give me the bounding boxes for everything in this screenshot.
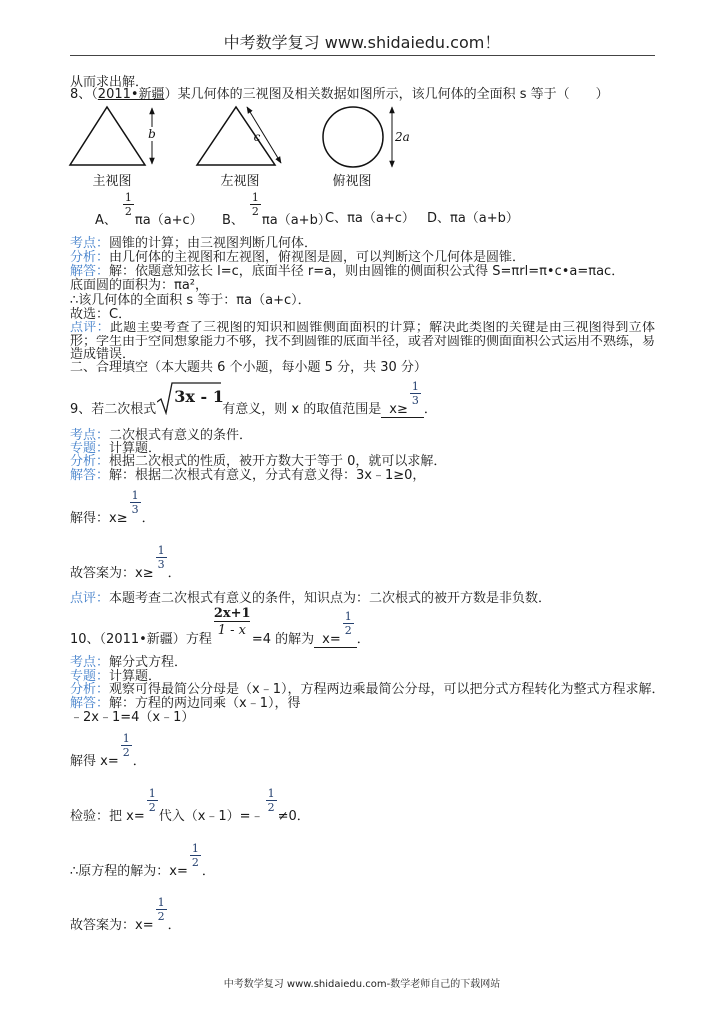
q8-dianping-line-2: 形；学生由于空间想象能力不够，找不到圆锥的底面半径，或者对圆锥的侧面面积公式运用不熟练，易 [70,335,655,349]
q10-fenxi [70,683,664,697]
label-tag: 点评： [70,591,110,606]
solve-fraction [130,489,141,522]
solve-end: ． [132,754,146,769]
final-text: 故答案为：x= [70,918,154,933]
solve-text: 解得：x≥ [70,511,128,526]
label-tag: 考点： [70,655,110,670]
fraction-denominator: 2 [267,801,275,814]
fraction-numerator: 2x+1 [213,606,251,621]
fraction-numerator: 1 [148,787,156,800]
q10-stem [70,606,370,648]
header-rule [70,55,655,56]
q8-jieda-line-3: ∴该几何体的全面积 s 等于：πa（a+c）． [70,293,311,308]
option-text: πa（a+c） [134,213,203,228]
fraction-denominator: 2 [191,856,199,869]
fraction-denominator: 3 [157,558,165,571]
front-view-triangle [70,107,145,165]
left-view-caption: 左视图 [220,174,260,189]
q8-fenxi [70,251,525,265]
fraction-numerator: 1 [122,732,130,745]
fraction-numerator: 1 [157,896,165,909]
q9-number: 9、 [70,402,92,417]
answer-fraction [343,610,354,643]
conclusion-fraction [190,842,201,875]
q8-jieda [70,265,624,279]
q10-jieda [70,697,300,711]
q8-option-b [222,191,331,228]
option-fraction [250,191,261,224]
q8-dianping-line-3: 造成错误． [70,347,136,362]
label-tag: 分析： [70,454,110,469]
option-letter: B、 [222,213,244,228]
dianping-line: 此题主要考查了三视图的知识和圆锥侧面面积的计算；解决此类图的关键是由三视图得到立体 [109,321,655,335]
option-letter: A、 [95,213,117,228]
q9-stem-after: 有意义，则 x 的取值范围是 [222,402,382,417]
q8-jieda-line-2: 底面圆的面积为：πa²， [70,278,209,293]
top-view-caption: 俯视图 [332,174,372,189]
equation-fraction [213,606,251,643]
final-fraction [156,544,167,577]
answer-fraction [410,380,421,413]
q9-end: ． [423,402,437,417]
q8-jieda-line-4: 故选：C． [70,307,132,322]
q10-solve [70,732,146,769]
option-letter: D、 [427,211,451,226]
jieda-text: 解：方程的两边同乘（x﹣1），得 [109,696,301,711]
fraction-numerator: 1 [191,842,199,855]
option-fraction [123,191,134,224]
fraction-denominator: 1 - x [217,623,246,638]
kaodian-text: 二次根式有意义的条件． [109,428,253,443]
fraction-numerator: 1 [344,610,352,623]
fraction-numerator: 1 [124,191,132,204]
jieda-line: 解：依题意知弦长 l=c，底面半径 r=a，则由圆锥的侧面积公式得 S=πrl=π•c•a=πac． [109,264,625,279]
q10-number: 10、 [70,632,100,647]
q9-stem [70,380,437,418]
kaodian-text: 解分式方程． [109,655,188,670]
zhuanti-text: 计算题． [109,669,162,684]
label-tag: 考点： [70,236,110,251]
fraction-denominator: 3 [131,503,139,516]
front-view-caption: 主视图 [92,174,132,189]
check-text-2: 代入（x﹣1）=﹣ [158,809,264,824]
fraction-numerator: 1 [157,544,165,557]
answer-blank [314,610,357,648]
label-tag: 解答： [70,468,110,483]
q8-option-a [95,191,203,228]
answer-blank [381,380,424,418]
page-header: 中考数学复习 www.shidaiedu.com！ [223,33,501,52]
fenxi-text: 观察可得最简公分母是（x﹣1），方程两边乘最简公分母，可以把分式方程转化为整式方程求解． [109,682,665,697]
q8-source-open: （ [91,87,98,102]
kaodian-text: 圆锥的计算；由三视图判断几何体． [109,236,318,251]
dianping-text: 本题考查二次根式有意义的条件，知识点为：二次根式的被开方数是非负数． [109,591,552,606]
option-text: πa（a+b） [450,211,519,226]
label-tag: 考点： [70,428,110,443]
final-fraction [156,896,167,929]
q8-option-d [427,212,519,226]
fraction-denominator: 2 [157,910,165,923]
solve-fraction [121,732,132,765]
zhuanti-text: 计算题． [109,441,162,456]
q10-end: ． [356,632,370,647]
top-view-dimension-label: 2a [395,130,410,144]
q9-jieda [70,469,425,483]
q9-fenxi [70,455,446,469]
option-text: πa（a+b） [261,213,331,228]
q8-source-close: ） [164,87,178,102]
solve-text: 解得 x= [70,754,119,769]
label-tag: 专题： [70,669,110,684]
final-end: ． [167,918,181,933]
section-2-title: 二、合理填空（本大题共 6 个小题，每小题 5 分，共 30 分） [70,360,427,375]
label-tag: 专题： [70,441,110,456]
front-view-dimension-label: b [148,127,156,141]
option-text: πa（a+c） [347,211,415,226]
final-end: ． [167,566,181,581]
fraction-denominator: 2 [148,801,156,814]
solve-end: ． [141,511,155,526]
fraction-numerator: 1 [411,380,419,393]
three-views-figure [60,100,420,192]
label-tag: 分析： [70,682,110,697]
check-fraction-2 [266,787,277,820]
q10-conclusion [70,842,215,879]
jieda-text: 解：根据二次根式有意义，分式有意义得：3x﹣1≥0， [109,468,426,483]
label-tag: 点评： [70,321,110,335]
q10-stem-before: 方程 [185,632,212,647]
left-view-triangle [197,107,275,165]
q8-stem-text: 某几何体的三视图及相关数据如图所示，该几何体的全面积 s 等于（ ） [177,87,609,102]
check-end: ≠0． [277,809,310,824]
fenxi-text: 根据二次根式的性质，被开方数大于等于 0，就可以求解． [109,454,447,469]
final-text: 故答案为：x≥ [70,566,154,581]
q9-final-answer [70,544,181,581]
q10-check [70,787,310,824]
fraction-denominator: 2 [124,205,132,218]
label-tag: 分析： [70,250,110,265]
left-view-slant-arrow [247,107,281,163]
q8-kaodian [70,237,317,251]
q10-step-1: ﹣2x﹣1=4（x﹣1） [70,710,195,725]
page-footer: 中考数学复习 www.shidaiedu.com-数学老师自己的下载网站 [223,979,501,990]
fenxi-text: 由几何体的主视图和左视图，俯视图是圆，可以判断这个几何体是圆锥． [109,250,526,265]
q10-kaodian [70,656,187,670]
q9-dianping [70,592,551,606]
fraction-numerator: 1 [131,489,139,502]
q10-source: （2011•新疆） [99,632,186,647]
check-fraction-1 [147,787,158,820]
conclusion-end: ． [201,864,215,879]
fraction-denominator: 2 [251,205,259,218]
fraction-denominator: 2 [122,746,130,759]
q8-number: 8、 [70,87,92,102]
fraction-denominator: 2 [344,624,352,637]
q8-source: 2011•新疆 [97,87,165,102]
fraction-numerator: 1 [251,191,259,204]
top-view-circle [323,107,383,167]
q8-dianping [70,321,655,335]
option-letter: C、 [325,211,348,226]
q9-solve [70,489,155,526]
prev-solution-tail: 从而求出解． [70,75,149,90]
conclusion-text: ∴原方程的解为：x= [70,864,188,879]
q8-option-c [325,212,415,226]
check-text-1: 检验：把 x= [70,809,145,824]
q10-final-answer [70,896,181,933]
label-tag: 解答： [70,264,110,279]
q10-stem-after: =4 的解为 [251,632,315,647]
square-root-expression [157,387,224,413]
answer-text: x= [322,632,341,647]
fraction-numerator: 1 [267,787,275,800]
label-tag: 解答： [70,696,110,711]
radicand: 3x - 1 [174,387,224,406]
fraction-denominator: 3 [411,394,419,407]
q9-stem-before: 若二次根式 [91,402,157,417]
left-view-dimension-label: c [253,130,261,144]
answer-text: x≥ [389,402,408,417]
